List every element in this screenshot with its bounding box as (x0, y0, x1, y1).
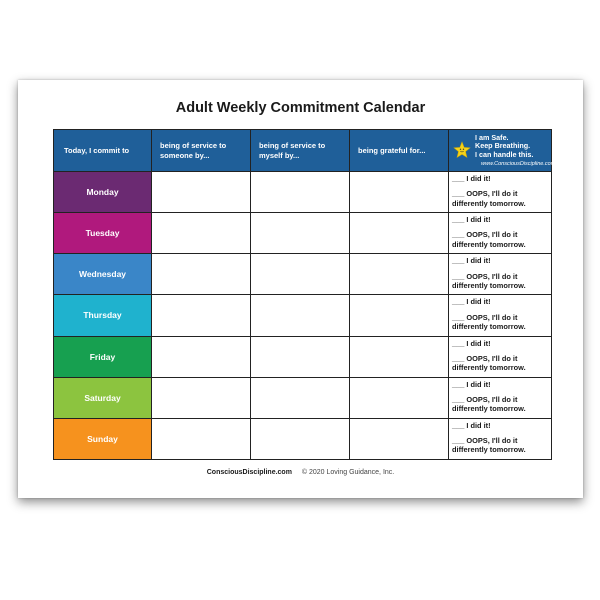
reflection-cell[interactable] (449, 254, 552, 295)
header-affirmation (449, 130, 556, 172)
reflection-cell[interactable] (449, 172, 552, 213)
service-self-cell[interactable] (251, 336, 350, 377)
service-self-cell[interactable] (251, 172, 350, 213)
service-others-cell[interactable] (152, 254, 251, 295)
affirmation-handle: I can handle this. (475, 150, 534, 160)
grateful-cell[interactable] (350, 295, 449, 336)
affirmation-url: www.ConsciousDiscipline.com (481, 160, 556, 167)
footer-site: ConsciousDiscipline.com (206, 469, 292, 476)
day-row-saturday (54, 377, 552, 418)
header-service-others: being of service to someone by... (152, 130, 251, 172)
service-self-cell[interactable] (251, 295, 350, 336)
did-it-line: ___ I did it! (452, 338, 491, 348)
did-it-line: ___ I did it! (452, 379, 491, 389)
oops-line: ___ OOPS, I'll do it differently tomorrow. (452, 394, 526, 414)
grateful-cell[interactable] (350, 254, 449, 295)
oops-line: ___ OOPS, I'll do it differently tomorrow. (452, 230, 526, 249)
day-row-wednesday (54, 254, 552, 295)
did-it-line: ___ I did it! (452, 420, 491, 430)
service-others-cell[interactable] (152, 377, 251, 418)
header-service-self: being of service to myself by... (251, 130, 350, 172)
service-self-cell[interactable] (251, 254, 350, 295)
page-title: Adult Weekly Commitment Calendar (175, 100, 426, 116)
header-row (54, 130, 552, 172)
oops-line: ___ OOPS, I'll do it differently tomorrow. (452, 271, 526, 290)
day-row-monday (54, 172, 552, 213)
page-footer (18, 469, 583, 476)
service-others-cell[interactable] (152, 295, 251, 336)
grateful-cell[interactable] (350, 172, 449, 213)
day-label-thursday: Thursday (54, 295, 152, 336)
day-row-sunday (54, 418, 552, 459)
service-others-cell[interactable] (152, 418, 251, 459)
grateful-cell[interactable] (350, 213, 449, 254)
oops-line: ___ OOPS, I'll do it differently tomorrow. (452, 436, 526, 455)
service-self-cell[interactable] (251, 213, 350, 254)
service-self-cell[interactable] (251, 377, 350, 418)
service-others-cell[interactable] (152, 336, 251, 377)
day-label-wednesday: Wednesday (54, 254, 152, 295)
grateful-cell[interactable] (350, 336, 449, 377)
service-others-cell[interactable] (152, 172, 251, 213)
commitment-table (53, 129, 556, 460)
affirmation-breathing: Keep Breathing. (475, 141, 531, 151)
oops-line: ___ OOPS, I'll do it differently tomorrow. (452, 312, 526, 331)
oops-line: ___ OOPS, I'll do it differently tomorrow. (452, 189, 526, 208)
day-row-tuesday (54, 213, 552, 254)
did-it-line: ___ I did it! (452, 174, 491, 183)
worksheet-page (18, 80, 583, 498)
grateful-cell[interactable] (350, 418, 449, 459)
day-row-friday (54, 336, 552, 377)
grateful-cell[interactable] (350, 377, 449, 418)
reflection-cell[interactable] (449, 377, 552, 418)
footer-copyright: © 2020 Loving Guidance, Inc. (301, 469, 395, 476)
day-row-thursday (54, 295, 552, 336)
star-icon (453, 141, 471, 159)
day-label-monday: Monday (54, 172, 152, 213)
day-label-tuesday: Tuesday (54, 213, 152, 254)
reflection-cell[interactable] (449, 295, 552, 336)
service-self-cell[interactable] (251, 418, 350, 459)
affirmation-safe: I am Safe. (475, 132, 509, 142)
day-label-saturday: Saturday (54, 377, 152, 418)
day-label-friday: Friday (54, 336, 152, 377)
oops-line: ___ OOPS, I'll do it differently tomorrow. (452, 353, 526, 373)
header-grateful: being grateful for... (350, 130, 449, 172)
did-it-line: ___ I did it! (452, 256, 491, 266)
did-it-line: ___ I did it! (452, 215, 491, 225)
day-label-sunday: Sunday (54, 418, 152, 459)
reflection-cell[interactable] (449, 418, 552, 459)
reflection-cell[interactable] (449, 336, 552, 377)
did-it-line: ___ I did it! (452, 297, 491, 307)
service-others-cell[interactable] (152, 213, 251, 254)
header-commit: Today, I commit to (54, 130, 152, 172)
reflection-cell[interactable] (449, 213, 552, 254)
